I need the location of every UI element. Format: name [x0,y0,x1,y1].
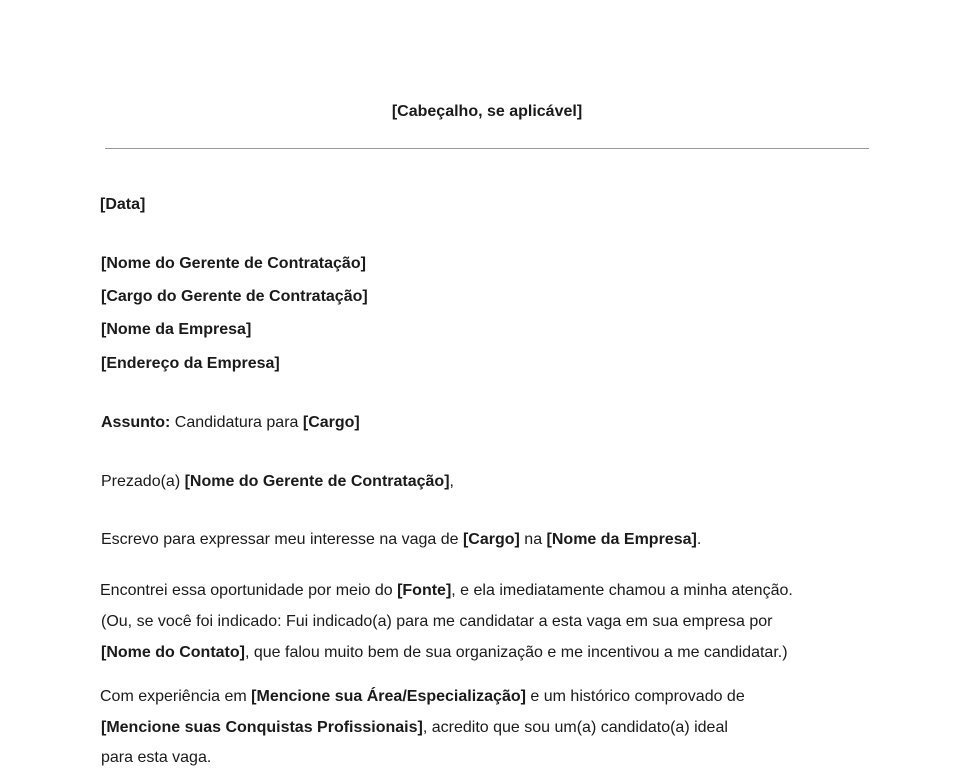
manager-name-line [101,254,366,274]
p3-text-3: , acredito que sou um(a) candidato(a) ideal [422,719,728,736]
p3-text-1: Com experiência em [100,688,252,705]
p1-text-1: Escrevo para expressar meu interesse na vaga de [101,531,463,548]
p3-area: [Mencione sua Área/Especialização] [251,688,526,705]
greeting-line [101,472,454,492]
company-address-line [101,354,280,374]
date-placeholder: [Data] [100,196,146,213]
p2-text-2: , e ela imediatamente chamou a minha atenção. [451,582,793,599]
p2-text-3: (Ou, se você foi indicado: Fui indicado(a) para me candidatar a esta vaga em sua empresa por [101,613,773,630]
date-line [100,195,145,215]
greeting-name: [Nome do Gerente de Contratação] [184,473,450,490]
p2-source: [Fonte] [397,582,452,599]
p1-text-2: na [519,531,547,548]
p3-text-2: e um histórico comprovado de [525,688,745,705]
p2-contact: [Nome do Contato] [101,644,245,661]
paragraph-2-line-1 [100,581,793,601]
paragraph-2-line-3 [101,643,788,663]
manager-title-line [101,287,368,307]
paragraph-3-line-3 [101,748,211,768]
greeting-suffix: , [449,473,454,490]
document-header: [Cabeçalho, se aplicável] [391,103,583,120]
paragraph-3-line-2 [101,718,728,738]
p1-position: [Cargo] [462,531,520,548]
subject-label: Assunto: [101,414,171,431]
subject-position: [Cargo] [302,414,360,431]
manager-name-placeholder: [Nome do Gerente de Contratação] [101,255,366,272]
company-name-placeholder: [Nome da Empresa] [101,321,252,338]
greeting-prefix: Prezado(a) [101,473,185,490]
p2-text-1: Encontrei essa oportunidade por meio do [100,582,398,599]
p3-achievements: [Mencione suas Conquistas Profissionais] [101,719,423,736]
paragraph-1 [101,530,701,550]
p3-text-4: para esta vaga. [101,749,212,766]
p1-text-3: . [696,531,702,548]
company-name-line [101,320,251,340]
subject-text: Candidatura para [170,414,303,431]
p1-company: [Nome da Empresa] [546,531,697,548]
paragraph-3-line-1 [100,687,745,707]
subject-line [101,413,360,433]
header-divider [105,148,869,149]
p2-text-4: , que falou muito bem de sua organização e me incentivou a me candidatar.) [244,644,788,661]
paragraph-2-line-2 [101,612,772,632]
company-address-placeholder: [Endereço da Empresa] [101,355,280,372]
manager-title-placeholder: [Cargo do Gerente de Contratação] [101,288,368,305]
